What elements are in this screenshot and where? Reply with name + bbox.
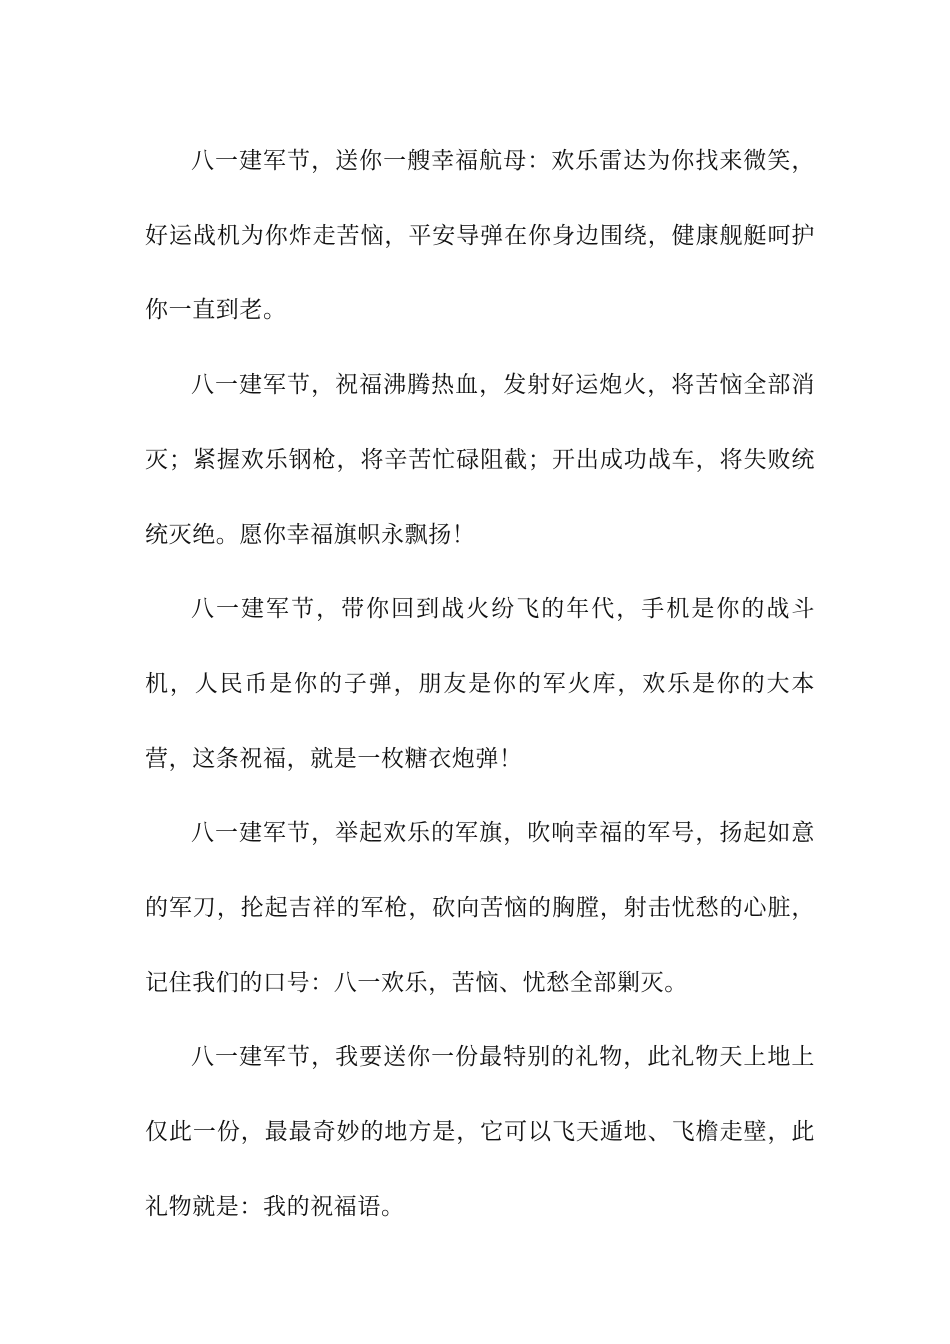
paragraph-4: 八一建军节，举起欢乐的军旗，吹响幸福的军号，扬起如意的军刀，抡起吉祥的军枪，砍向苦恼的胸膛，射击忧愁的心脏，记住我们的口号：八一欢乐，苦恼、忧愁全部剿灭。 bbox=[145, 820, 815, 996]
paragraph-3: 八一建军节，带你回到战火纷飞的年代，手机是你的战斗机，人民币是你的子弹，朋友是你的军火库，欢乐是你的大本营，这条祝福，就是一枚糖衣炮弹！ bbox=[145, 596, 815, 772]
document-body bbox=[145, 124, 815, 1245]
paragraph-1: 八一建军节，送你一艘幸福航母：欢乐雷达为你找来微笑，好运战机为你炸走苦恼，平安导弹在你身边围绕，健康舰艇呵护你一直到老。 bbox=[145, 148, 815, 324]
paragraph-5: 八一建军节，我要送你一份最特别的礼物，此礼物天上地上仅此一份，最最奇妙的地方是，它可以飞天遁地、飞檐走壁，此礼物就是：我的祝福语。 bbox=[145, 1044, 815, 1220]
paragraph-2: 八一建军节，祝福沸腾热血，发射好运炮火，将苦恼全部消灭；紧握欢乐钢枪，将辛苦忙碌阻截；开出成功战车，将失败统统灭绝。愿你幸福旗帜永飘扬！ bbox=[145, 372, 815, 548]
